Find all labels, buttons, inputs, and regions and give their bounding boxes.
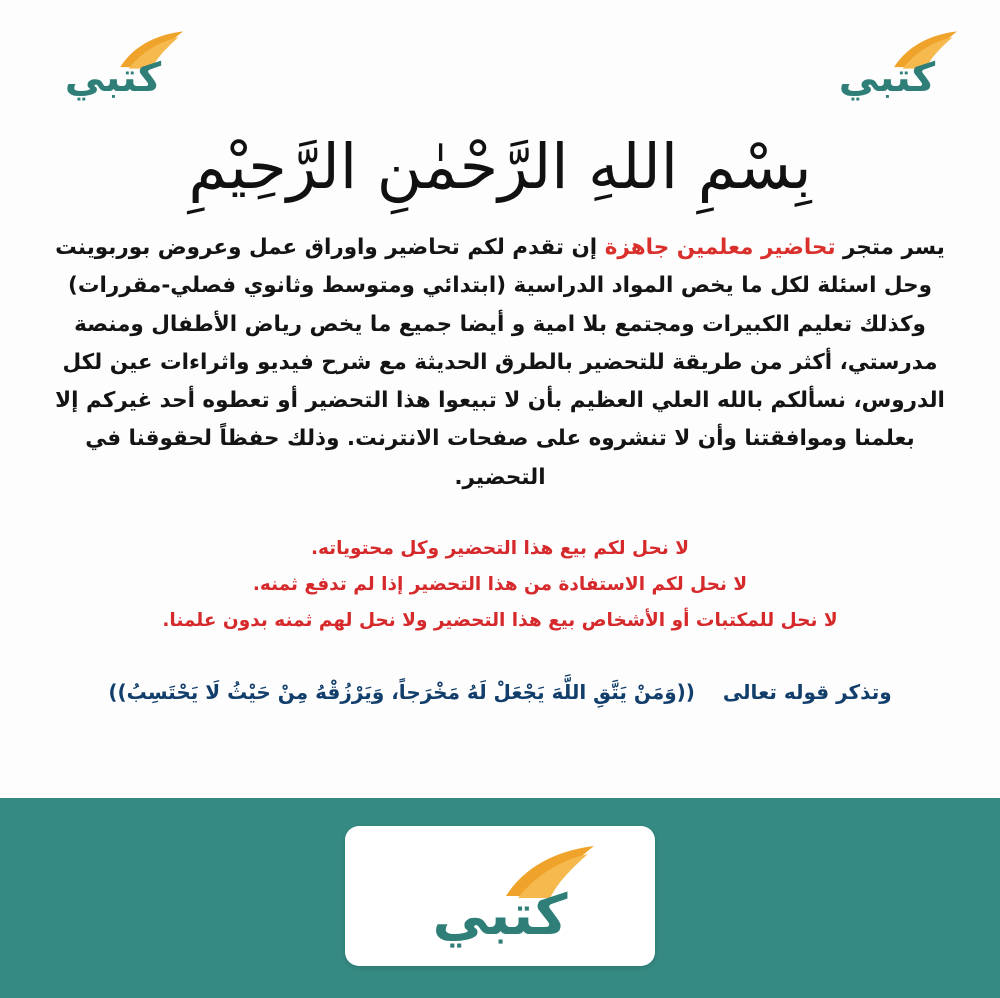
ayah-label: وتذكر قوله تعالى (722, 680, 892, 705)
warning-line: لا نحل لكم بيع هذا التحضير وكل محتوياته. (310, 537, 690, 559)
logo-bar (0, 0, 1000, 118)
footer-band (0, 798, 1000, 998)
logo-wordmark: كتبي (432, 883, 568, 948)
ayah-text: ((وَمَنْ يَتَّقِ اللَّهَ يَجْعَلْ لَهُ مَخْرَجاً، وَيَرْزُقْهُ مِنْ حَيْثُ لَا يَحْتَسِبُ)) (108, 680, 695, 705)
warning-line: لا نحل للمكتبات أو الأشخاص بيع هذا التحضير ولا نحل لهم ثمنه بدون علمنا. (162, 609, 838, 631)
basmala-block (0, 118, 1000, 229)
ayah-block (44, 675, 956, 709)
logo-wordmark: كتبي (64, 55, 162, 101)
intro-paragraph (54, 229, 946, 497)
footer-logo-card[interactable] (345, 826, 655, 966)
logo-left[interactable] (28, 30, 198, 100)
logo-right[interactable] (802, 30, 972, 100)
intro-rest: إن تقدم لكم تحاضير واوراق عمل وعروض بوربوينت وحل اسئلة لكل ما يخص المواد الدراسية (ابتدائي ومتوسط وثانوي فصلي-مقررات) وكذلك تعليم الكبيرات ومجتمع بلا امية و أيضا جميع ما يخص رياض الأطفال ومنصة مدرستي، أكثر من طريقة للتحضير بالطرق الحديثة مع شرح فيديو واثراءات عين لكل الدروس، نسألكم بالله العلي العظيم بأن لا تبيعوا هذا التحضير أو تعطوه أحد غيركم إلا بعلمنا وموافقتنا وأن لا تنشروه على صفحات الانترنت. وذلك حفظاً لحقوقنا في التحضير. (55, 235, 945, 490)
logo-wordmark: كتبي (838, 55, 936, 101)
footer-logo (385, 844, 615, 948)
basmala-text: بِسْمِ اللهِ الرَّحْمٰنِ الرَّحِيْمِ (188, 130, 812, 203)
warnings-list (44, 531, 956, 639)
store-name-highlight: تحاضير معلمين جاهزة (604, 235, 836, 260)
intro-lead: يسر متجر (843, 235, 945, 260)
warning-line: لا نحل لكم الاستفادة من هذا التحضير إذا لم تدفع ثمنه. (252, 573, 748, 595)
